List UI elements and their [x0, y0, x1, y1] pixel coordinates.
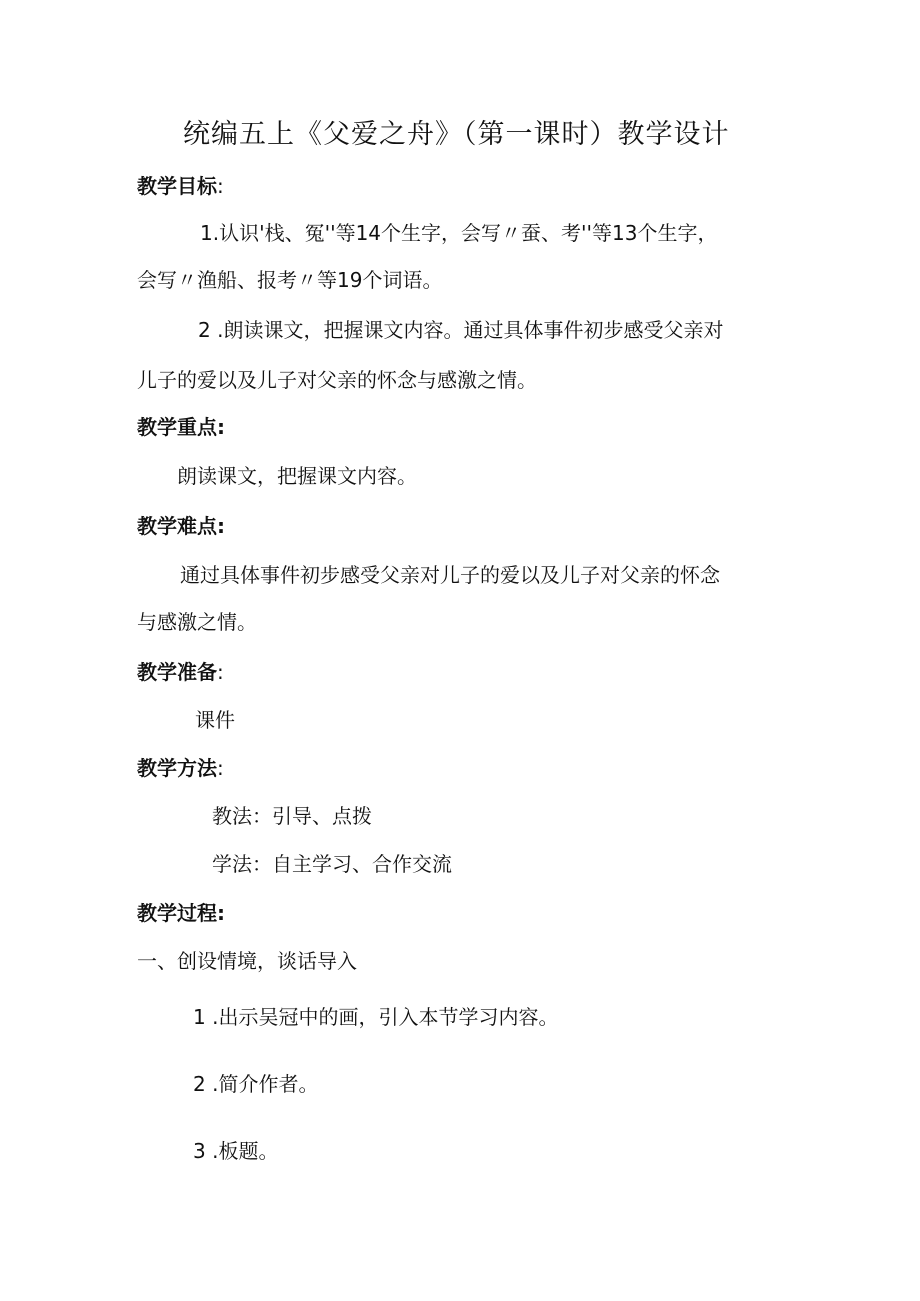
- key-points-heading-text: 教学重点: [137, 415, 217, 439]
- difficulties-heading: [137, 512, 225, 540]
- difficulties-heading-text: 教学难点: [137, 514, 217, 538]
- objective-1-line-1: 1.认识'栈、冤''等14个生字，会写〃蚕、考''等13个生字，: [200, 221, 718, 245]
- key-points-text: 朗读课文，把握课文内容。: [177, 464, 417, 488]
- process-step-3: 3 .板题。: [193, 1139, 279, 1163]
- preparation-heading-text: 教学准备: [137, 660, 217, 684]
- process-step-2: 2 .简介作者。: [193, 1072, 319, 1096]
- objective-2-line-1: 2 .朗读课文，把握课文内容。通过具体事件初步感受父亲对: [198, 318, 724, 342]
- key-points-heading-colon: :: [217, 415, 225, 439]
- methods-heading-colon: :: [217, 756, 224, 780]
- objective-2-line-2: 儿子的爱以及儿子对父亲的怀念与感激之情。: [137, 368, 537, 392]
- process-heading-text: 教学过程: [137, 901, 217, 925]
- process-heading-colon: :: [217, 901, 225, 925]
- learning-method: 学法：自主学习、合作交流: [212, 852, 452, 876]
- preparation-text: 课件: [195, 708, 235, 732]
- difficulties-line-2: 与感激之情。: [137, 610, 257, 634]
- process-heading: [137, 899, 225, 927]
- objectives-heading: [137, 172, 224, 200]
- document-title: 统编五上《父爱之舟》（第一课时）教学设计: [183, 119, 730, 150]
- methods-heading-text: 教学方法: [137, 756, 217, 780]
- process-section-1: 一、创设情境，谈话导入: [137, 949, 357, 973]
- process-step-1: 1 .出示吴冠中的画，引入本节学习内容。: [193, 1005, 559, 1029]
- difficulties-heading-colon: :: [217, 514, 225, 538]
- methods-heading: [137, 754, 224, 782]
- objectives-heading-text: 教学目标: [137, 174, 217, 198]
- objectives-heading-colon: :: [217, 174, 224, 198]
- objective-1-line-2: 会写〃渔船、报考〃等19个词语。: [137, 268, 443, 292]
- key-points-heading: [137, 413, 225, 441]
- preparation-heading: [137, 658, 224, 686]
- difficulties-line-1: 通过具体事件初步感受父亲对儿子的爱以及儿子对父亲的怀念: [180, 563, 720, 587]
- preparation-heading-colon: :: [217, 660, 224, 684]
- teaching-method: 教法：引导、点拨: [212, 804, 372, 828]
